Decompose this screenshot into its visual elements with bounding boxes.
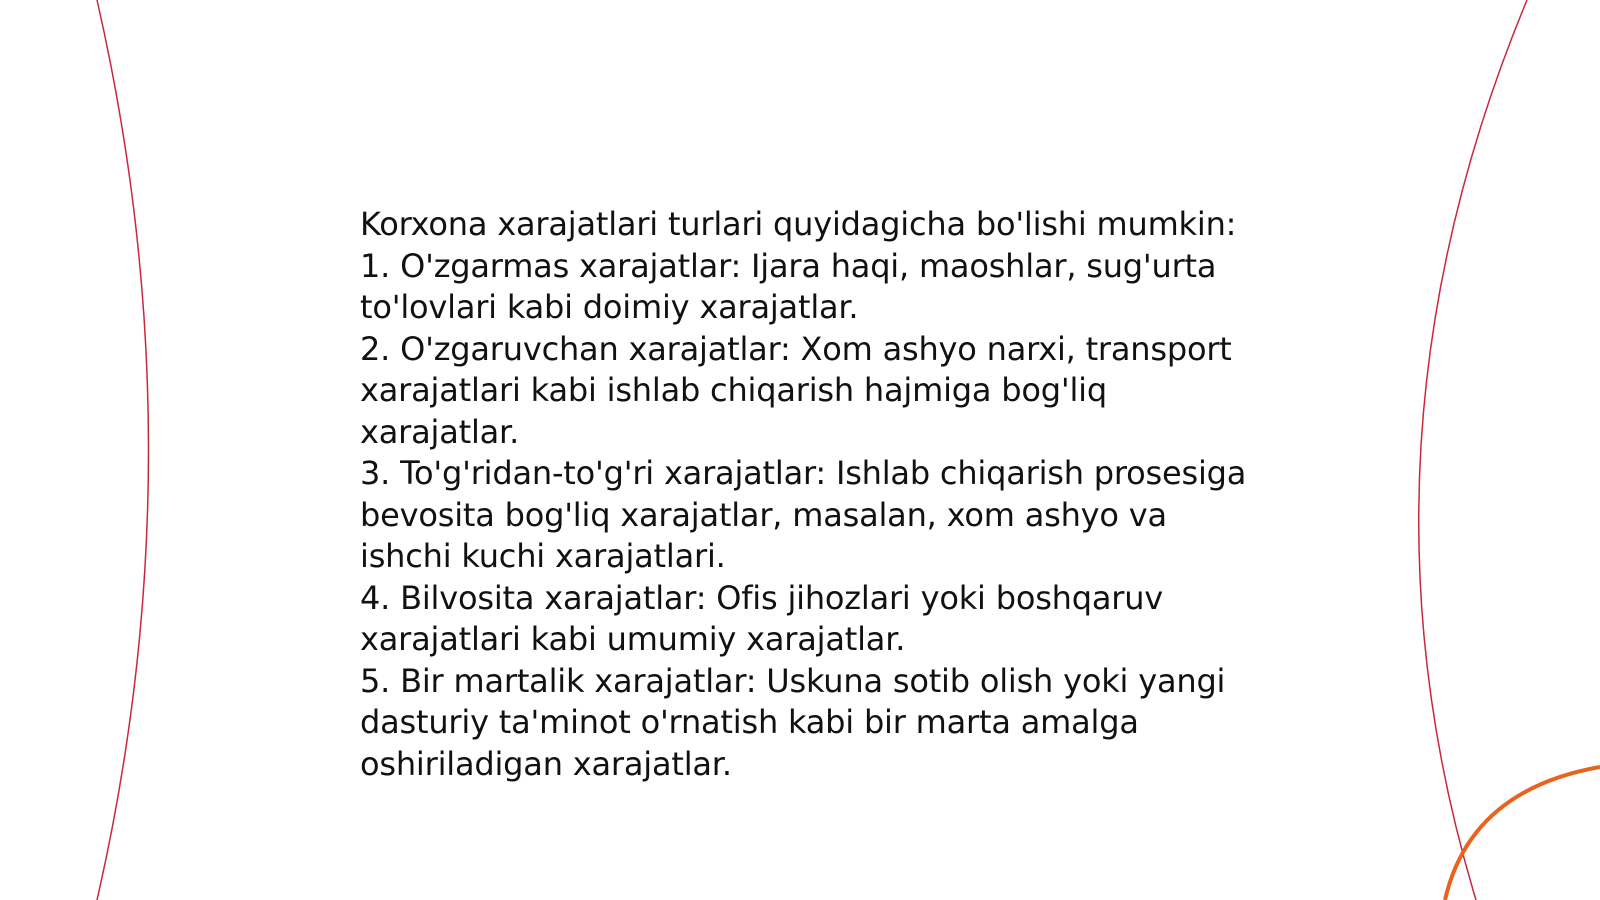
right-curve-line [1419, 0, 1527, 900]
list-item: 5. Bir martalik xarajatlar: Uskuna sotib olish yoki yangi dasturiy ta'minot o'rnatish kabi bir marta amalga oshiriladigan xarajatlar. [360, 661, 1226, 783]
accent-arc [1445, 767, 1600, 900]
list-item: 3. To'g'ridan-to'g'ri xarajatlar: Ishlab chiqarish prosesiga bevosita bog'liq xarajatlar, masalan, xom ashyo va ishchi kuchi xarajatlari. [360, 454, 1247, 575]
left-curve-line [97, 0, 149, 900]
intro-text: Korxona xarajatlari turlari quyidagicha bo'lishi mumkin: [360, 205, 1237, 243]
list-item: 2. O'zgaruvchan xarajatlar: Xom ashyo narxi, transport xarajatlari kabi ishlab chiqarish hajmiga bog'liq xarajatlar. [360, 329, 1232, 451]
list-item: 1. O'zgarmas xarajatlar: Ijara haqi, maoshlar, sug'urta to'lovlari kabi doimiy xarajatlar. [360, 246, 1217, 326]
list-item: 4. Bilvosita xarajatlar: Ofis jihozlari yoki boshqaruv xarajatlari kabi umumiy xarajatlar. [360, 578, 1164, 658]
slide-body [360, 204, 1260, 785]
